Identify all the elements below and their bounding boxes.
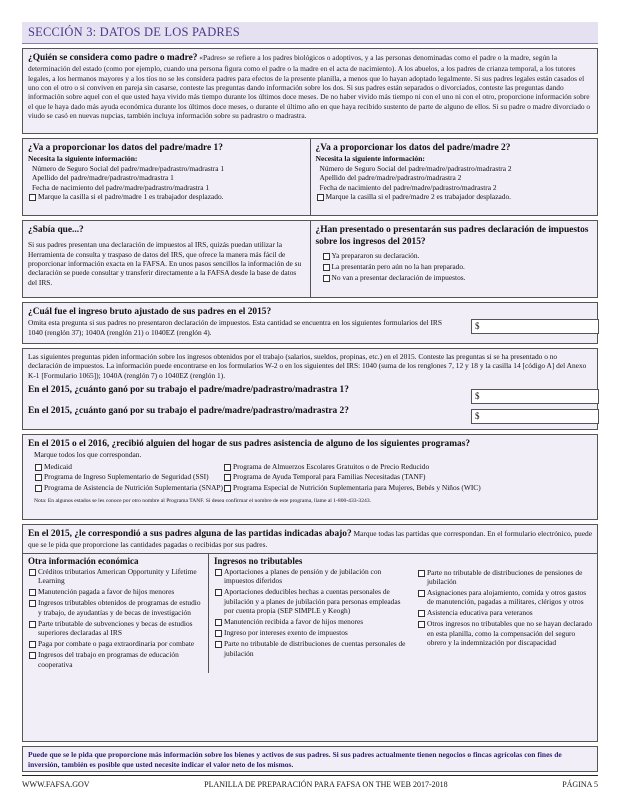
untaxed-item[interactable]: Parte no tributable de distribuciones de pensiones de jubilación bbox=[417, 568, 592, 587]
agi-text: Omita esta pregunta si sus padres no presentaron declaración de impuestos. Esta cantidad se encuentra en los siguientes formularios del IRS 1040 (renglón 37); 1040A (renglón 21) o 1040EZ (renglón 4). bbox=[28, 318, 442, 337]
assets-note: Puede que se le pida que proporcione más información sobre los bienes y activos de sus padres. Si sus padres actualmente tienen negocios o fincas agrícolas con fines de inversión, también es posible que usted necesite indicar el valor neto de los mismos. bbox=[22, 746, 598, 772]
untaxed-item[interactable]: Asistencia educativa para veteranos bbox=[417, 608, 592, 617]
other-financial-title: Otra información económica bbox=[28, 555, 139, 566]
footer-website: WWW.FAFSA.GOV bbox=[22, 779, 90, 789]
parents-info-box bbox=[22, 138, 598, 216]
parent2-item: Número de Seguro Social del padre/madre/padrastro/madrastra 2 bbox=[319, 163, 512, 173]
financial-item[interactable]: Paga por combate o paga extraordinaria por combate bbox=[28, 639, 203, 648]
parent1-question: ¿Va a proporcionar los datos del padre/madre 1? bbox=[28, 143, 223, 153]
tax-info-box bbox=[22, 220, 598, 298]
tax-return-option[interactable]: Ya prepararon su declaración. bbox=[322, 251, 593, 260]
benefits-note: Nota: En algunos estados se les conoce por otro nombre al Programa TANF. Si desea confirmar el nombre de este programa, llame al 1-800-433-3243. bbox=[34, 498, 372, 505]
parent1-earnings-field[interactable]: $ bbox=[471, 389, 599, 404]
financial-item[interactable]: Ingresos tributables obtenidos de programas de estudio y trabajo, de ayudantías y de becas de investigación bbox=[28, 598, 203, 617]
parent2-earnings-field[interactable]: $ bbox=[471, 409, 599, 424]
parent2-item: Fecha de nacimiento del padre/madre/padrastro/madrastra 2 bbox=[319, 182, 497, 192]
benefit-option[interactable]: Programa de Almuerzos Escolares Gratuitos o de Precio Reducido bbox=[223, 462, 481, 471]
parent2-earnings-question: En el 2015, ¿cuánto ganó por su trabajo el padre/madre/padrastro/madrastra 2? bbox=[28, 406, 349, 417]
untaxed-income-column bbox=[208, 554, 412, 673]
benefit-option[interactable]: Medicaid bbox=[34, 462, 223, 471]
section-title: SECCIÓN 3: DATOS DE LOS PADRES bbox=[22, 22, 598, 44]
parent2-question: ¿Va a proporcionar los datos del padre/madre 2? bbox=[315, 143, 511, 153]
parent1-item: Apellido del padre/madre/padrastro/madrastra 1 bbox=[32, 173, 174, 183]
benefit-option[interactable]: Programa de Ingreso Suplementario de Seguridad (SSI) bbox=[34, 472, 223, 481]
financial-item[interactable]: Manutención pagada a favor de hijos menores bbox=[28, 587, 203, 596]
who-parent-box bbox=[22, 48, 598, 134]
did-you-know-title: ¿Sabía que...? bbox=[28, 225, 84, 235]
footer-page-number: PÁGINA 5 bbox=[562, 779, 598, 789]
benefits-box bbox=[22, 434, 598, 520]
did-you-know-text: Si sus padres presentan una declaración de impuestos al IRS, quizás puedan utilizar la Herramienta de consulta y traspaso de datos del IRS, que ofrece la manera más fácil de proporcionar información exacta en la FAFSA. En unos pasos sencillos la información de su declaración se puede consultar y transferir directamente a la FAFSA desde la base de datos del IRS. bbox=[28, 240, 302, 287]
parent2-item: Apellido del padre/madre/padrastro/madrastra 2 bbox=[319, 173, 462, 183]
parent2-panel bbox=[310, 139, 598, 215]
agi-amount-field[interactable]: $ bbox=[471, 319, 599, 334]
who-parent-text: «Padres» se refiere a los padres biológicos o adoptivos, y a las personas denominadas como el padre o la madre, según la determinación del estado (como por ejemplo, cuando una persona figura como el padre o la madre en el acta de nacimiento). A los abuelos, a los padres de crianza temporal, a los tutores legales, a los hermanos mayores y a los tíos no se les considera padres para efectos de la presente planilla, a menos que lo hayan adoptado legalmente. Si sus padres legales están casados el uno con el otro o si conviven en pareja sin casarse, conteste las preguntas dando información sobre los dos. Si sus padres están separados o divorciados, conteste las preguntas dando información sobre aquel con el que usted haya vivido más tiempo durante los últimos doce meses. De no haber vivido más tiempo ni con el uno ni con el otro, proporcione información sobre el que le haya dado más ayuda económica durante los últimos doce meses, o durante el último año en que haya recibido sustento de parte de alguno de ellos. Si su padre o madre divorciado o viudo se casó en nuevas nupcias, también incluya información sobre su padrastro o madrastra. bbox=[28, 53, 591, 121]
footer-form-name: PLANILLA DE PREPARACIÓN PARA FAFSA ON THE WEB 2017-2018 bbox=[204, 779, 448, 789]
parent1-displaced-checkbox[interactable]: Marque la casilla si el padre/madre 1 es trabajador desplazado. bbox=[28, 192, 305, 201]
work-income-box bbox=[22, 348, 598, 430]
benefits-question: En el 2015 o el 2016, ¿recibió alguien del hogar de sus padres asistencia de alguno de los siguientes programas? bbox=[28, 439, 471, 449]
parent1-panel bbox=[23, 139, 310, 215]
untaxed-item[interactable]: Parte no tributable de distribuciones de cuentas personales de jubilación bbox=[214, 639, 407, 658]
financial-item[interactable]: Ingresos del trabajo en programas de educación cooperativa bbox=[28, 650, 203, 669]
agi-box bbox=[22, 302, 598, 344]
benefits-instruction: Marque todos los que correspondan. bbox=[34, 450, 142, 460]
tax-return-panel bbox=[310, 221, 598, 297]
untaxed-item[interactable]: Ingreso por intereses exento de impuestos bbox=[214, 628, 407, 637]
parent1-needs: Necesita la siguiente información: bbox=[28, 154, 138, 164]
untaxed-item[interactable]: Otros ingresos no tributables que no se hayan declarado en esta planilla, como la compensación del seguro obrero y la indemnización por discapacidad bbox=[417, 619, 592, 647]
benefit-option[interactable]: Programa de Ayuda Temporal para Familias Necesitadas (TANF) bbox=[223, 472, 481, 481]
untaxed-income-column-2 bbox=[412, 554, 597, 673]
untaxed-item[interactable]: Manutención recibida a favor de hijos menores bbox=[214, 617, 407, 626]
tax-return-option[interactable]: La presentarán pero aún no la han preparado. bbox=[322, 262, 593, 271]
financial-item[interactable]: Créditos tributarios American Opportunity y Lifetime Learning bbox=[28, 567, 203, 586]
benefit-option[interactable]: Programa de Asistencia de Nutrición Suplementaria (SNAP) bbox=[34, 483, 223, 492]
untaxed-item[interactable]: Asignaciones para alojamiento, comida y otros gastos de manutención, pagadas a militares, clérigos y otros bbox=[417, 588, 592, 607]
parent2-displaced-checkbox[interactable]: Marque la casilla si el padre/madre 2 es trabajador desplazado. bbox=[316, 192, 593, 201]
parent2-needs: Necesita la siguiente información: bbox=[315, 154, 425, 164]
benefit-option[interactable]: Programa Especial de Nutrición Suplementaria para Mujeres, Bebés y Niños (WIC) bbox=[223, 483, 481, 492]
agi-question: ¿Cuál fue el ingreso bruto ajustado de sus padres en el 2015? bbox=[28, 307, 272, 317]
untaxed-income-title: Ingresos no tributables bbox=[214, 555, 303, 566]
financial-item[interactable]: Parte tributable de subvenciones y becas de estudios superiores declaradas al IRS bbox=[28, 619, 203, 638]
work-income-text: Las siguientes preguntas piden información sobre los ingresos obtenidos por el trabajo (salarios, sueldos, propinas, etc.) en el 2015. Conteste las preguntas si se ha presentado o no declaración de impuestos. La información puede encontrarse en los formularios W-2 o en los siguientes del IRS: 1040 (suma de los renglones 7, 12 y 18 y la casilla 14 [código A] del Anexo K-1 [Formulario 1065]); 1040A (renglón 7) o 1040EZ (renglón 1). bbox=[28, 352, 587, 380]
who-parent-question: ¿Quién se considera como padre o madre? bbox=[28, 53, 198, 63]
parent1-item: Número de Seguro Social del padre/madre/padrastro/madrastra 1 bbox=[32, 163, 225, 173]
items-apply-question: En el 2015, ¿le correspondió a sus padres alguna de las partidas indicadas abajo? bbox=[28, 529, 352, 539]
items-apply-box bbox=[22, 524, 598, 742]
parent1-item: Fecha de nacimiento del padre/madre/padrastro/madrastra 1 bbox=[32, 182, 210, 192]
other-financial-column bbox=[23, 554, 208, 673]
tax-return-option[interactable]: No van a presentar declaración de impuestos. bbox=[322, 273, 593, 282]
page-footer bbox=[22, 775, 598, 789]
untaxed-item[interactable]: Aportaciones a planes de pensión y de jubilación con impuestos diferidos bbox=[214, 567, 407, 586]
tax-return-question: ¿Han presentado o presentarán sus padres declaración de impuestos sobre los ingresos del 2015? bbox=[315, 225, 589, 248]
items-apply-text: Marque todas las partidas que correspondan. En el formulario electrónico, puede que se le pida que proporcione las cantidades pagadas o recibidas por sus padres. bbox=[28, 529, 592, 550]
untaxed-item[interactable]: Aportaciones deducibles hechas a cuentas personales de jubilación y a planes de jubilación para personas empleadas por cuenta propia (SEP SIMPLE y Keogh) bbox=[214, 587, 407, 615]
parent1-earnings-question: En el 2015, ¿cuánto ganó por su trabajo el padre/madre/padrastro/madrastra 1? bbox=[28, 385, 349, 396]
did-you-know-panel bbox=[23, 221, 310, 297]
